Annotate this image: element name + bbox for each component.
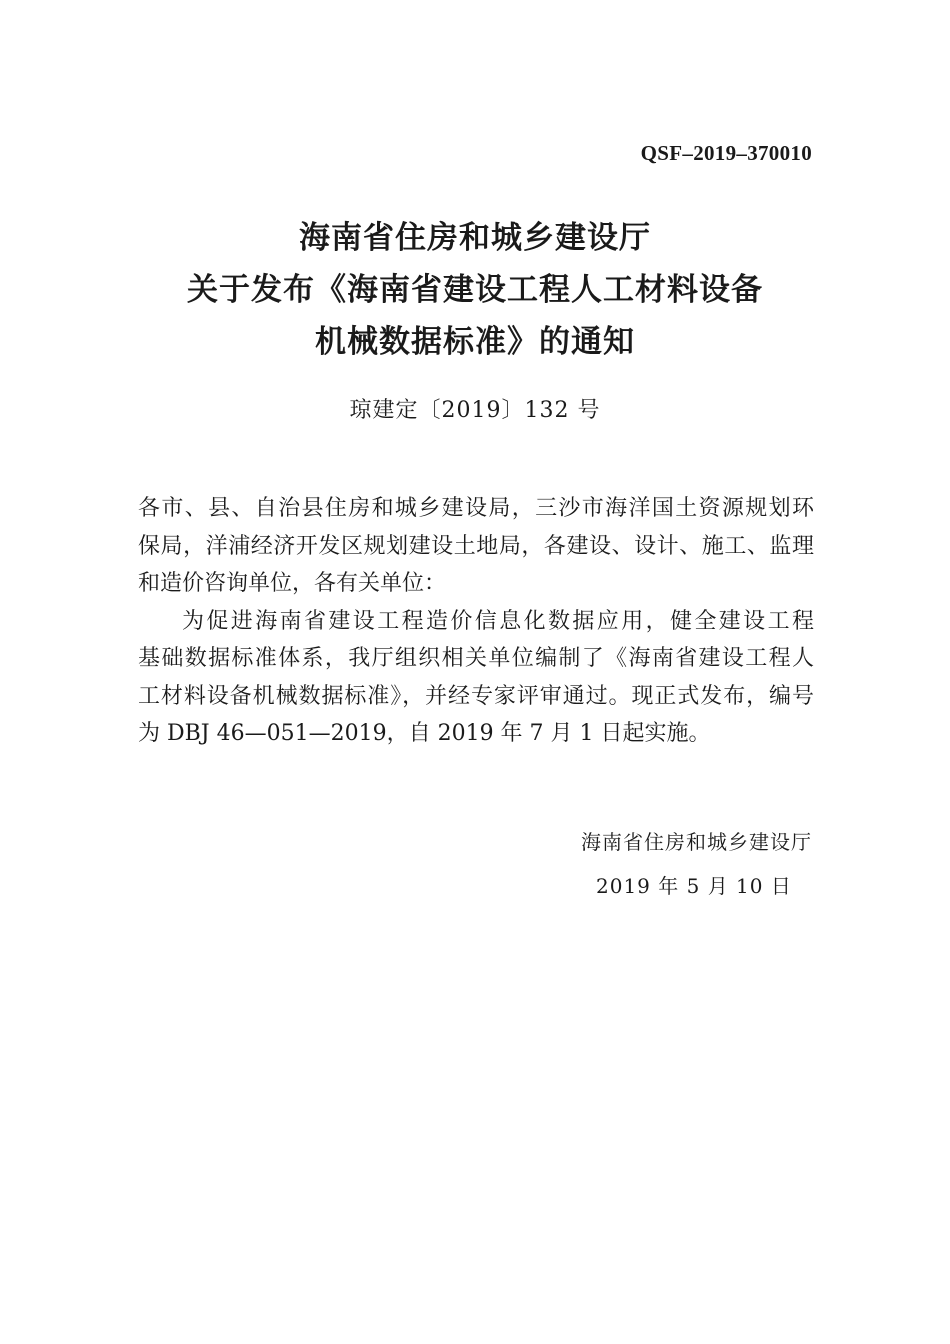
paragraph-line: 为 DBJ 46—051—2019，自 2019 年 7 月 1 日起实施。	[138, 721, 711, 746]
paragraph-line: 基础数据标准体系，我厅组织相关单位编制了《海南省建设工程人	[138, 646, 814, 671]
issue-date: 2019 年 5 月 10 日	[596, 874, 792, 898]
main-paragraph	[138, 603, 814, 753]
title-line-2: 关于发布《海南省建设工程人工材料设备	[187, 272, 763, 308]
title-line-1: 海南省住房和城乡建设厅	[299, 220, 651, 256]
paragraph-line: 为促进海南省建设工程造价信息化数据应用，健全建设工程	[182, 608, 814, 634]
addressee-line: 各市、县、自治县住房和城乡建设局，三沙市海洋国土资源规划环	[138, 496, 814, 521]
addressee	[138, 490, 814, 603]
title-line-3: 机械数据标准》的通知	[315, 324, 635, 360]
document-title	[0, 212, 950, 368]
document-body	[138, 490, 814, 753]
document-code: QSF–2019–370010	[640, 141, 812, 165]
document-number: 琼建定〔2019〕132 号	[349, 398, 601, 423]
addressee-line: 和造价咨询单位，各有关单位：	[138, 571, 447, 596]
paragraph-line: 工材料设备机械数据标准》，并经专家评审通过。现正式发布，编号	[138, 683, 814, 709]
issuer-signature: 海南省住房和城乡建设厅	[581, 830, 812, 854]
addressee-line: 保局，洋浦经济开发区规划建设土地局，各建设、设计、施工、监理	[138, 533, 814, 559]
